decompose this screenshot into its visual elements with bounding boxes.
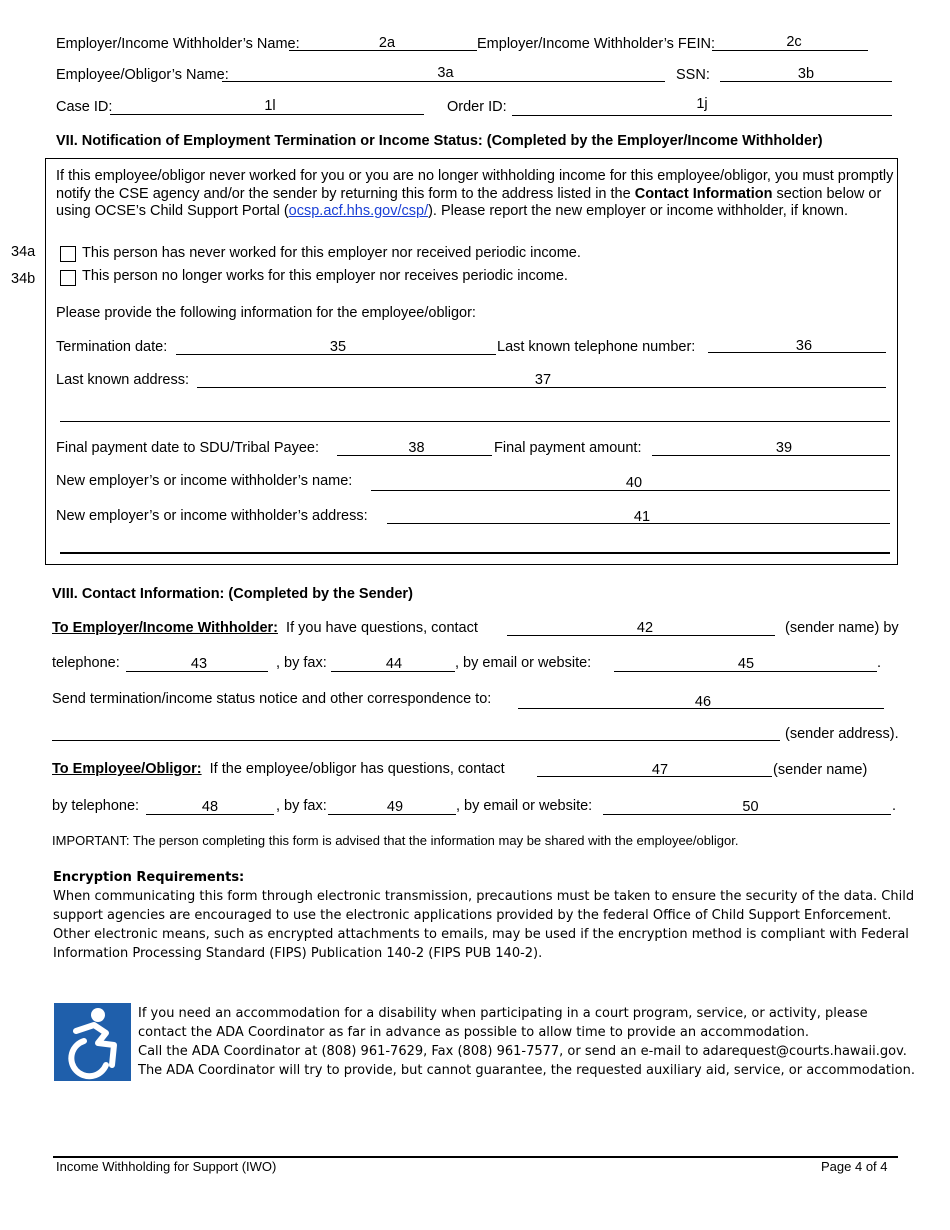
ada-line-2: contact the ADA Coordinator as far in advance as possible to allow time to provide an accommodation.	[138, 1025, 809, 1040]
phone-field[interactable]: 36	[795, 338, 813, 354]
order-id-field[interactable]: 1j	[696, 96, 708, 112]
to-employee-row	[52, 761, 505, 778]
employer-name-label: Employer/Income Withholder’s Name:	[56, 36, 300, 52]
ada-line-3: Call the ADA Coordinator at (808) 961-7629, Fax (808) 961-7577, or send an e-mail to adarequest@courts.hawaii.gov.	[138, 1044, 907, 1059]
sender-name-by-text: (sender name) by	[785, 620, 899, 636]
employer-fein-field[interactable]: 2c	[786, 34, 802, 50]
email-period: .	[877, 655, 882, 671]
checkbox-34a-label: This person has never worked for this employer nor received periodic income.	[82, 245, 581, 261]
emp-by-email-label: , by email or website:	[456, 798, 593, 814]
footer-page-number: Page 4 of 4	[821, 1159, 888, 1174]
by-telephone-label: by telephone:	[52, 798, 140, 814]
new-employer-name-label: New employer’s or income withholder’s name:	[56, 473, 353, 489]
send-notice-line-2	[52, 740, 780, 741]
encryption-line-3: Other electronic means, such as encrypted attachments to emails, may be used if the encryption method is compliant with Federal	[53, 927, 909, 942]
termination-date-field[interactable]: 35	[329, 339, 347, 355]
encryption-line-2: support agencies are encouraged to use the electronic applications provided by the federal Office of Child Support Enforcement.	[53, 908, 892, 923]
sender-name-text: (sender name)	[773, 762, 868, 778]
employer-name-field[interactable]: 2a	[378, 35, 396, 51]
checkbox-34a[interactable]	[60, 246, 76, 262]
emp-email-period: .	[892, 798, 897, 814]
address-label: Last known address:	[56, 372, 189, 388]
fax-field[interactable]: 44	[385, 656, 403, 672]
termination-date-label: Termination date:	[56, 339, 168, 355]
checkbox-34b-tag: 34b	[11, 271, 36, 287]
phone-label: Last known telephone number:	[497, 339, 696, 355]
ssn-field[interactable]: 3b	[797, 66, 815, 82]
emp-by-fax-label: , by fax:	[276, 798, 327, 814]
address-field[interactable]: 37	[534, 372, 552, 388]
by-email-label: , by email or website:	[455, 655, 592, 671]
case-id-field[interactable]: 1l	[264, 98, 276, 114]
new-employer-address-field[interactable]: 41	[633, 509, 651, 525]
intro-text-1: If this employee/obligor never worked for you or you are no longer withholding income for this employee/obligor, you must promptly notify the CSE agency and/or the sender by returning this form to the address listed in the	[56, 168, 894, 202]
final-date-label: Final payment date to SDU/Tribal Payee:	[56, 440, 320, 456]
to-employee-text: If the employee/obligor has questions, contact	[209, 761, 505, 777]
provide-info-text: Please provide the following information for the employee/obligor:	[56, 305, 476, 321]
final-date-field[interactable]: 38	[408, 440, 425, 456]
employer-fein-label: Employer/Income Withholder’s FEIN:	[477, 36, 715, 52]
encryption-title: Encryption Requirements:	[53, 870, 245, 885]
contact-field[interactable]: 42	[636, 620, 654, 636]
telephone-field[interactable]: 43	[190, 656, 208, 672]
footer-rule	[53, 1156, 898, 1158]
to-employee-label: To Employee/Obligor:	[52, 761, 202, 777]
emp-email-field[interactable]: 50	[742, 799, 759, 815]
order-id-label: Order ID:	[447, 99, 507, 115]
checkbox-34b-label: This person no longer works for this employer nor receives periodic income.	[82, 268, 568, 284]
employee-contact-field[interactable]: 47	[651, 762, 669, 778]
telephone-label: telephone:	[52, 655, 120, 671]
intro-bold: Contact Information	[634, 185, 773, 202]
encryption-line-4: Information Processing Standard (FIPS) Publication 140-2 (FIPS PUB 140-2).	[53, 946, 543, 961]
to-employer-label: To Employer/Income Withholder:	[52, 620, 278, 636]
ada-line-4: The ADA Coordinator will try to provide, but cannot guarantee, the requested auxiliary aid, service, or accommodation.	[138, 1063, 915, 1078]
address-line-2	[60, 421, 890, 422]
final-amount-label: Final payment amount:	[494, 440, 642, 456]
to-employer-text: If you have questions, contact	[286, 620, 478, 636]
send-notice-label: Send termination/income status notice and other correspondence to:	[52, 691, 492, 707]
new-employer-address-label: New employer’s or income withholder’s address:	[56, 508, 368, 524]
to-employer-row	[52, 620, 478, 637]
encryption-line-1: When communicating this form through electronic transmission, precautions must be taken to ensure the security of the data. Child	[53, 889, 915, 904]
by-fax-label: , by fax:	[276, 655, 327, 671]
important-note: IMPORTANT: The person completing this form is advised that the information may be shared with the employee/obligor.	[52, 833, 739, 848]
section-8-title: VIII. Contact Information: (Completed by the Sender)	[52, 586, 413, 602]
final-amount-field[interactable]: 39	[775, 440, 793, 456]
intro-text-3: ). Please report the new employer or income withholder, if known.	[428, 203, 848, 219]
employee-name-label: Employee/Obligor’s Name:	[56, 67, 229, 83]
employee-name-field[interactable]: 3a	[437, 65, 454, 81]
intro-text-2: section below or using OCSE’s Child Support Portal (	[56, 185, 882, 219]
sender-address-text: (sender address).	[785, 726, 899, 742]
emp-telephone-field[interactable]: 48	[201, 799, 219, 815]
email-field[interactable]: 45	[737, 656, 755, 672]
case-id-label: Case ID:	[56, 99, 113, 115]
checkbox-34a-tag: 34a	[11, 244, 36, 260]
new-employer-address-line-2	[60, 552, 890, 554]
accessibility-icon	[54, 1003, 131, 1081]
checkbox-34b[interactable]	[60, 270, 76, 286]
ssn-label: SSN:	[676, 67, 710, 83]
order-id-line	[512, 115, 892, 116]
emp-fax-field[interactable]: 49	[386, 799, 404, 815]
csp-portal-link[interactable]: ocsp.acf.hhs.gov/csp/	[288, 203, 429, 219]
section-7-title: VII. Notification of Employment Termination or Income Status: (Completed by the Employer/Income Withholder)	[56, 133, 823, 149]
new-employer-name-field[interactable]: 40	[625, 475, 643, 491]
footer-form-name: Income Withholding for Support (IWO)	[56, 1159, 277, 1174]
ada-line-1: If you need an accommodation for a disability when participating in a court program, service, or activity, please	[138, 1006, 868, 1021]
send-notice-field[interactable]: 46	[694, 694, 712, 710]
section-7-intro	[56, 168, 894, 221]
